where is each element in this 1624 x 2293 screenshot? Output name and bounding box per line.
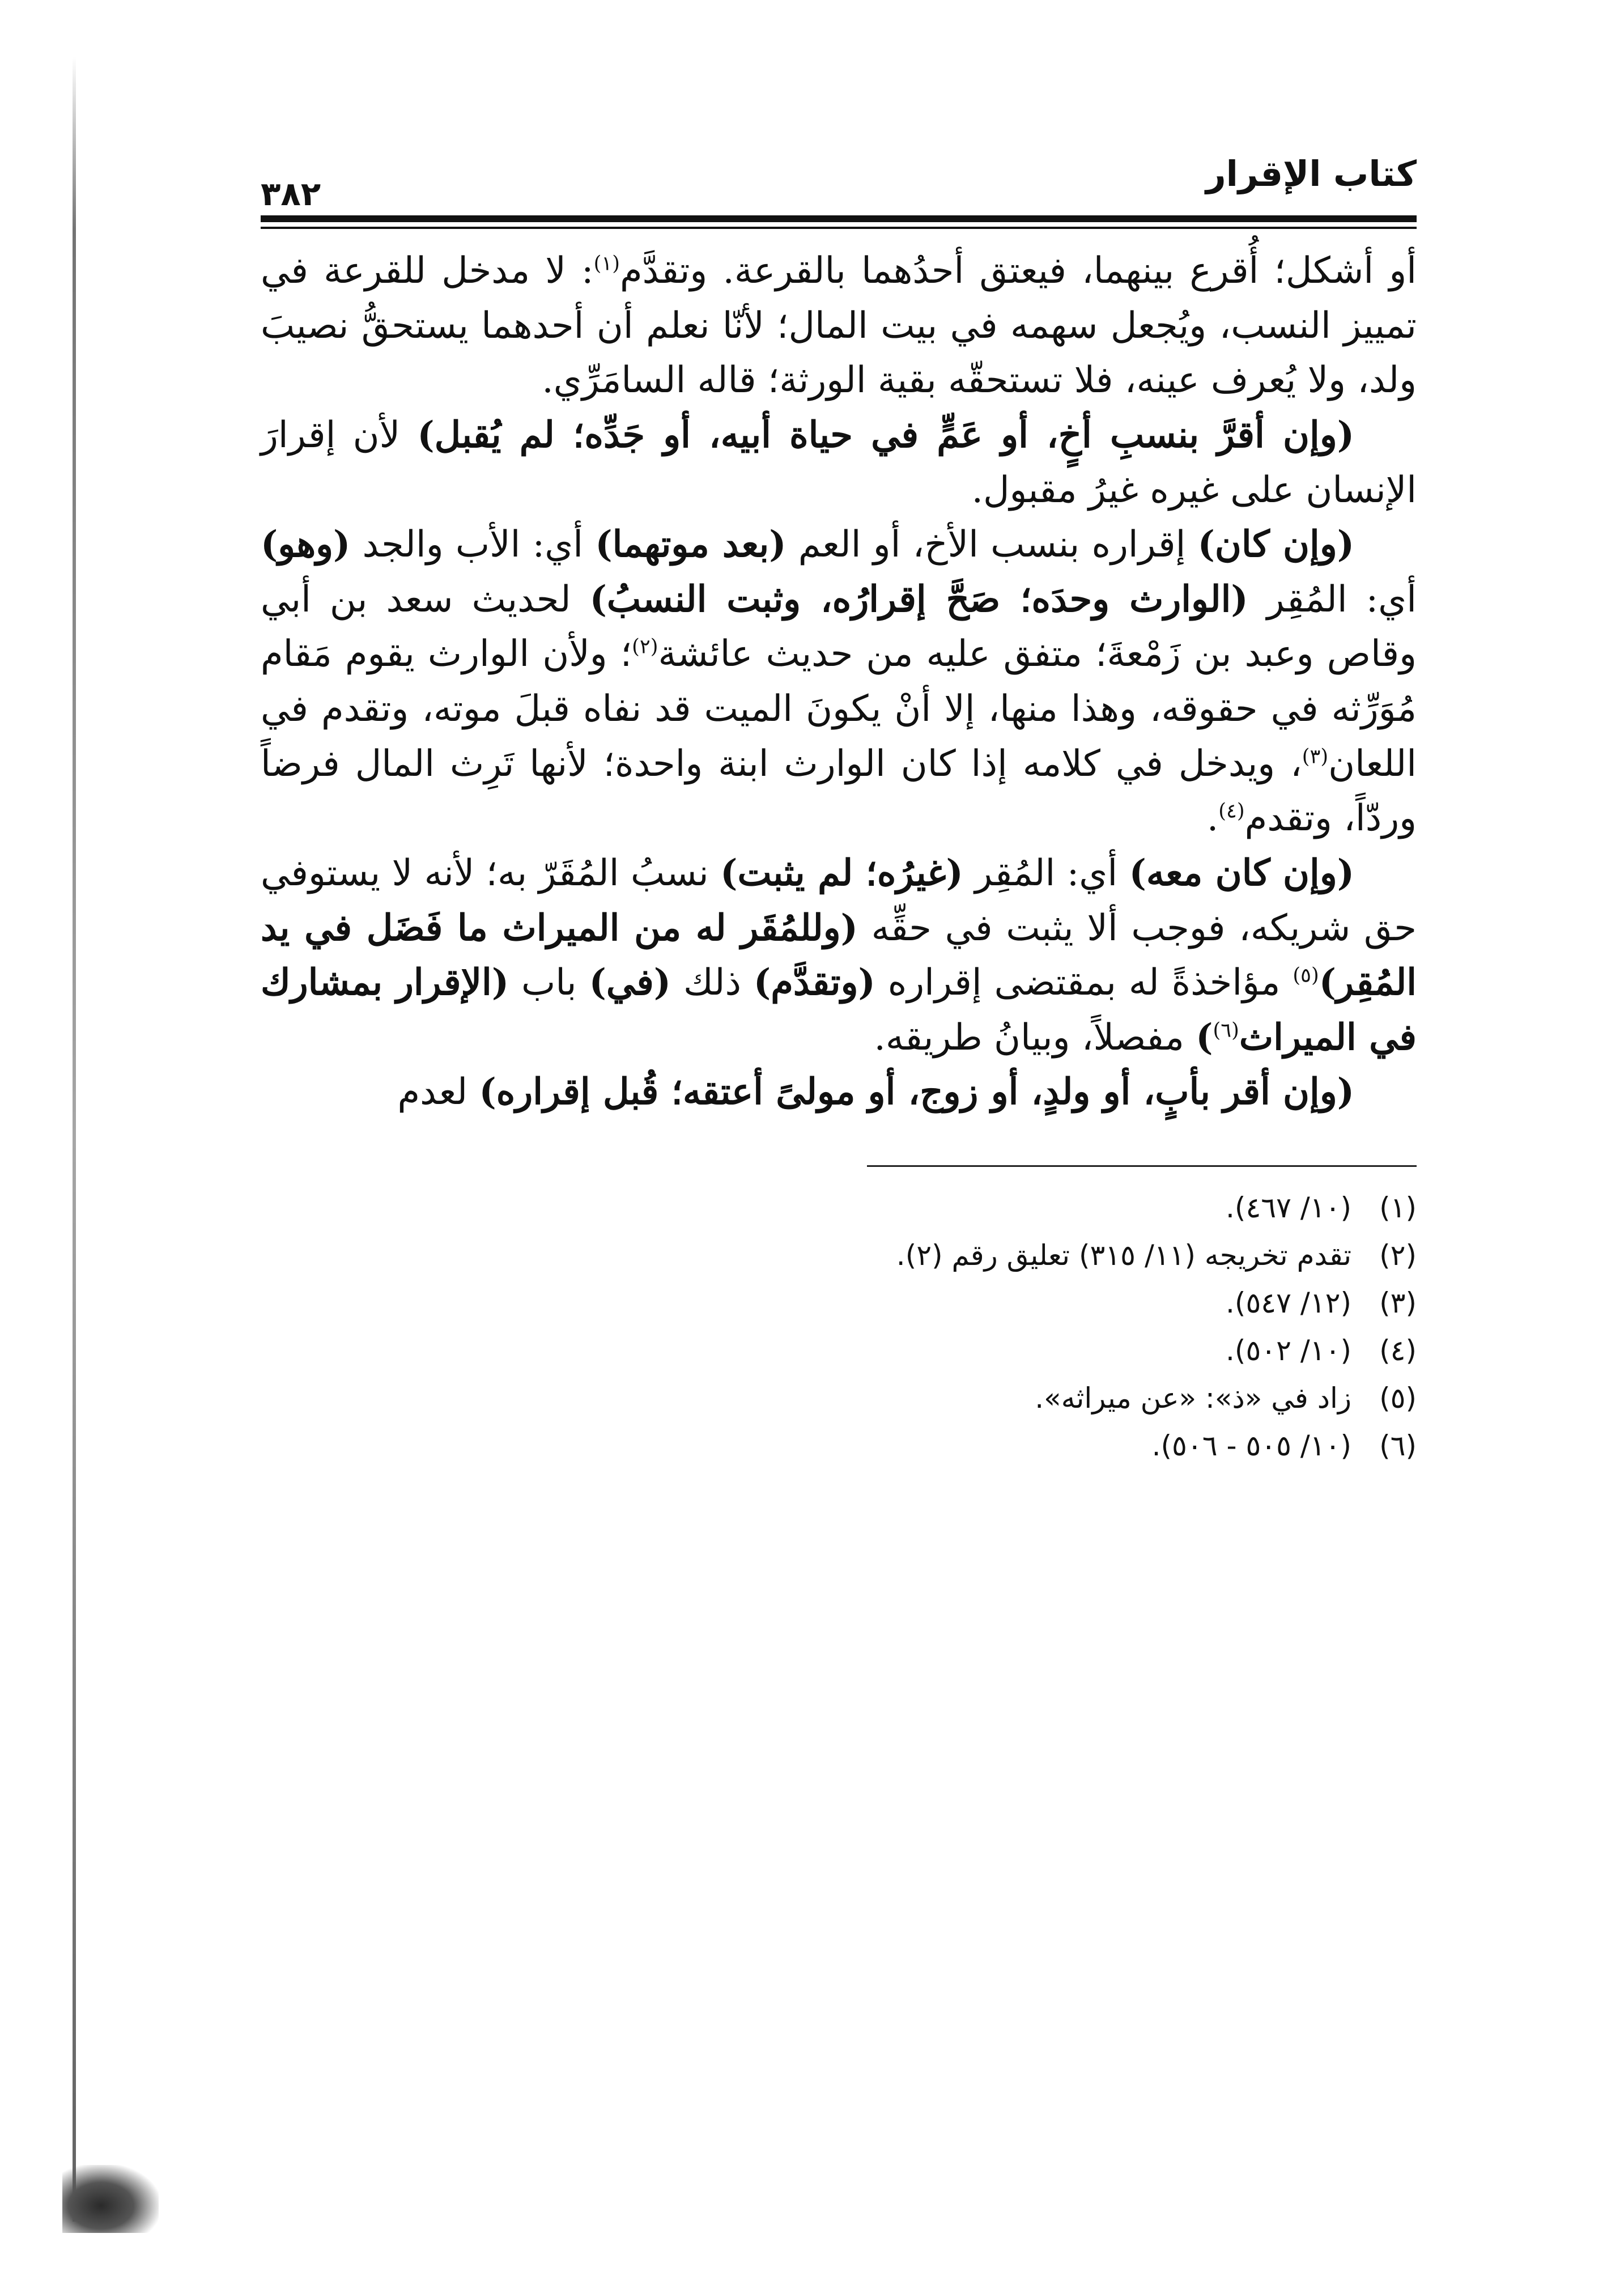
- footnote-ref: (٦): [1213, 1018, 1239, 1042]
- text-run: أي: المُقِر: [963, 852, 1129, 894]
- text-run: مفصلاً، وبيانُ طريقه.: [874, 1016, 1196, 1059]
- footnote-separator: [867, 1165, 1417, 1167]
- matn-text: (الوارث وحدَه؛ صَحَّ إقرارُه، وثبت النسبُ): [589, 578, 1248, 621]
- footnote-number: (٢): [1379, 1239, 1417, 1272]
- text-run: إقراره بنسب الأخ، أو العم: [786, 524, 1198, 566]
- footnote-ref: (٣): [1302, 745, 1329, 768]
- page-header: [261, 142, 1417, 221]
- footnote-4: [261, 1327, 1417, 1374]
- matn-text: (الإقرار بمشارك في الميراث: [261, 961, 1417, 1059]
- scan-corner-blot: [62, 2165, 159, 2233]
- header-rule-thin: [261, 227, 1417, 229]
- footnote-text: (١٢/ ٥٤٧).: [1226, 1286, 1351, 1319]
- footnote-text: تقدم تخريجه (١١/ ٣١٥) تعليق رقم (٢).: [896, 1239, 1351, 1272]
- header-rule-thick: [261, 215, 1417, 222]
- text-run: : لا مدخل للقرعة في تمييز النسب، ويُجعل سهمه في بيت المال؛ لأنّا نعلم أن أحدهما يستحقُّ نصيبَ ولد، ولا يُعرف عينه، فلا تستحقّه بقية الورثة؛ قاله السامَرِّي.: [261, 250, 1417, 402]
- paragraph-5: [261, 1065, 1417, 1120]
- footnote-ref: (١): [593, 252, 620, 275]
- matn-text: ): [1196, 1016, 1213, 1059]
- page-number: ٣٨٢: [261, 175, 321, 213]
- matn-text: (وإن أقرَّ بنسبِ أخٍ، أو عَمٍّ في حياة أبيه، أو جَدِّه؛ لم يُقبل): [417, 413, 1355, 456]
- footnote-6: [261, 1422, 1417, 1470]
- text-run: لحديث سعد بن أبي وقاص وعبد بن زَمْعةَ؛ متفق عليه من حديث عائشة: [261, 578, 1417, 676]
- matn-text: (وإن كان): [1197, 523, 1355, 566]
- text-run: ؛ ولأن الوارث يقوم مَقام مُوَرِّثه في حقوقه، وهذا منها، إلا أنْ يكونَ الميت قد نفاه قبلَ موته، وتقدم في اللعان: [261, 633, 1417, 785]
- text-run: لعدم: [397, 1071, 479, 1114]
- text-run: أي: الأب والجد: [350, 524, 596, 566]
- footnote-number: (٣): [1379, 1286, 1417, 1319]
- footnotes: [261, 1184, 1417, 1470]
- footnote-number: (٤): [1379, 1334, 1417, 1367]
- paragraph-2: [261, 408, 1417, 517]
- footnote-number: (٦): [1379, 1429, 1417, 1462]
- matn-text: (بعد موتهما): [595, 523, 787, 566]
- text-run: أو أشكل؛ أُقرع بينهما، فيعتق أحدُهما بالقرعة. وتقدَّم: [620, 250, 1417, 292]
- text-run: .: [1206, 797, 1219, 840]
- footnote-ref: (٥): [1293, 963, 1319, 987]
- matn-text: (وللمُقَر له من الميراث ما فَضَل في يد المُقِر): [261, 906, 1417, 1004]
- matn-text: (وتقدَّم): [753, 961, 875, 1004]
- footnote-5: [261, 1374, 1417, 1422]
- text-run: نسبُ المُقَرّ به؛ لأنه لا يستوفي حق شريكه، فوجب ألا يثبت في حقِّه: [261, 852, 1417, 949]
- paragraph-4: [261, 846, 1417, 1065]
- text-run: مؤاخذةً له بمقتضى إقراره: [875, 962, 1293, 1004]
- matn-text: (في): [589, 961, 671, 1004]
- text-run: باب: [509, 962, 589, 1004]
- scan-left-edge-shadow: [73, 57, 76, 2222]
- text-run: أي: المُقِر: [1248, 578, 1417, 621]
- book-page: [261, 142, 1417, 2125]
- running-title: كتاب الإقرار: [1205, 153, 1417, 194]
- footnote-text: زاد في «ذ»: «عن ميراثه».: [1035, 1382, 1351, 1415]
- footnote-text: (١٠/ ٥٠٥ - ٥٠٦).: [1151, 1429, 1351, 1462]
- footnote-text: (١٠/ ٤٦٧).: [1226, 1191, 1351, 1224]
- paragraph-3: [261, 517, 1417, 846]
- paragraph-1: [261, 244, 1417, 408]
- footnote-text: (١٠/ ٥٠٢).: [1226, 1334, 1351, 1367]
- matn-text: (وإن كان معه): [1129, 851, 1355, 894]
- footnote-number: (٥): [1379, 1382, 1417, 1415]
- matn-text: (غيرُه؛ لم يثبت): [720, 851, 963, 894]
- footnote-ref: (٢): [632, 635, 658, 659]
- footnote-2: [261, 1232, 1417, 1279]
- text-run: ، ويدخل في كلامه إذا كان الوارث ابنة واحدة؛ لأنها تَرِث المال فرضاً وردّاً، وتقدم: [261, 742, 1417, 840]
- text-run: ذلك: [671, 962, 754, 1004]
- matn-text: (وهو): [261, 523, 351, 566]
- footnote-ref: (٤): [1218, 799, 1245, 823]
- main-text: [261, 244, 1417, 1120]
- footnote-number: (١): [1379, 1191, 1417, 1224]
- matn-text: (وإن أقر بأبٍ، أو ولدٍ، أو زوج، أو مولىً أعتقه؛ قُبل إقراره): [479, 1071, 1354, 1114]
- footnote-3: [261, 1279, 1417, 1327]
- footnote-1: [261, 1184, 1417, 1232]
- text-run: لأن إقرارَ الإنسان على غيره غيرُ مقبول.: [261, 414, 1417, 511]
